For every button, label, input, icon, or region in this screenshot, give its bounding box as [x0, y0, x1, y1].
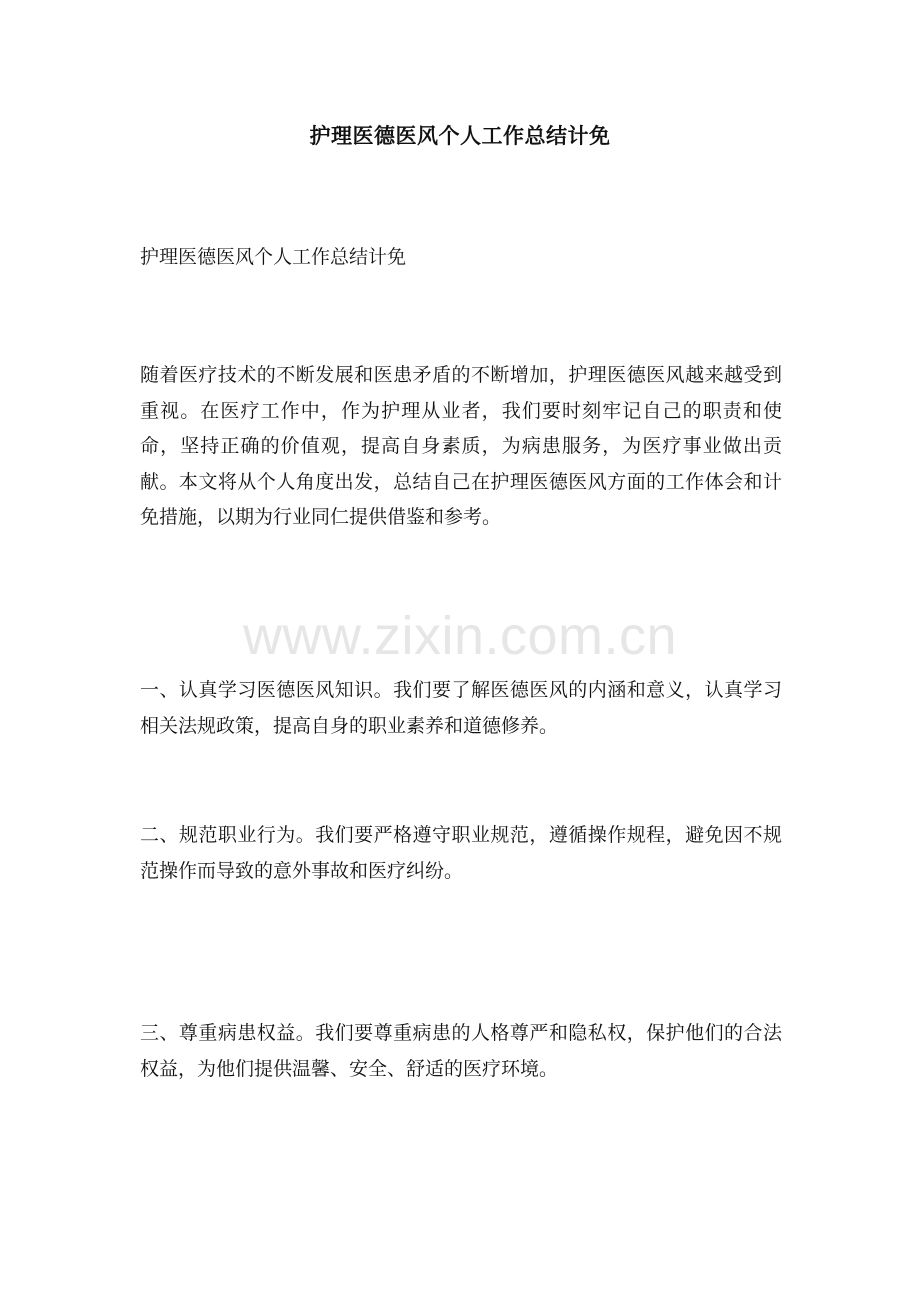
section-paragraph-2: 二、规范职业行为。我们要严格遵守职业规范，遵循操作规程，避免因不规范操作而导致的意外事故和医疗纠纷。 — [140, 824, 782, 882]
intro-paragraph: 随着医疗技术的不断发展和医患矛盾的不断增加，护理医德医风越来越受到重视。在医疗工作中，作为护理从业者，我们要时刻牢记自己的职责和使命，坚持正确的价值观，提高自身素质，为病患服务，为医疗事业做出贡献。本文将从个人角度出发，总结自己在护理医德医风方面的工作体会和计免措施，以期为行业同仁提供借鉴和参考。 — [140, 364, 782, 528]
section-paragraph-1: 一、认真学习医德医风知识。我们要了解医德医风的内涵和意义，认真学习相关法规政策，提高自身的职业素养和道德修养。 — [140, 679, 782, 737]
section-paragraph-3: 三、尊重病患权益。我们要尊重病患的人格尊严和隐私权，保护他们的合法权益，为他们提供温馨、安全、舒适的医疗环境。 — [140, 1022, 782, 1080]
document-title: 护理医德医风个人工作总结计免 — [309, 123, 611, 148]
document-subtitle: 护理医德医风个人工作总结计免 — [140, 246, 407, 268]
watermark-text: www.zixin.com.cn — [242, 606, 678, 666]
